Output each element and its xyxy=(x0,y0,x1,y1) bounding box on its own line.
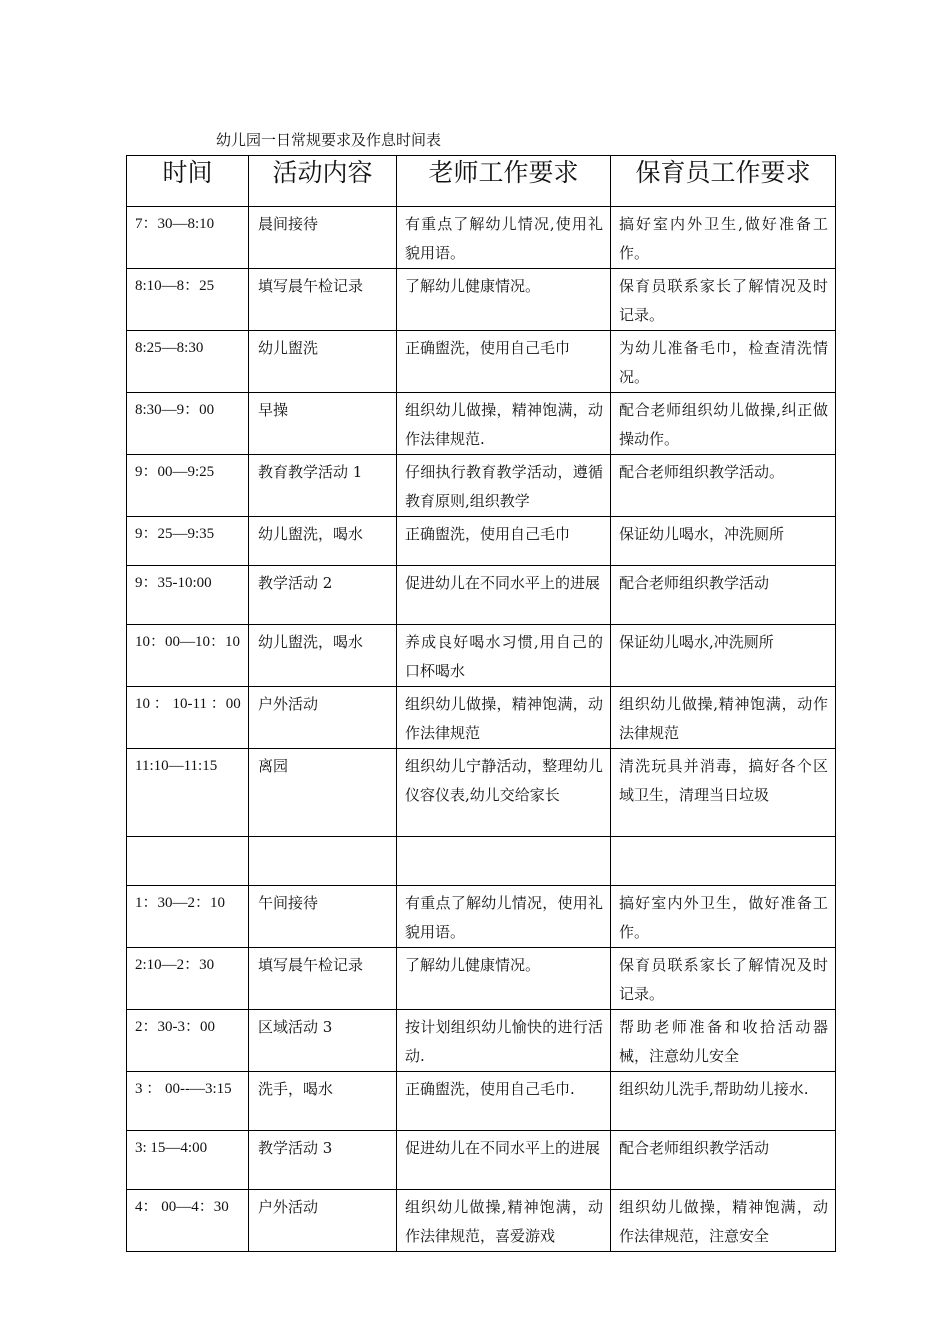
nurse-cell: 组织幼儿做操，精神饱满，动作法律规范，注意安全 xyxy=(611,1190,836,1252)
table-row xyxy=(127,393,836,455)
time-cell: 8:30—9：00 xyxy=(127,393,249,455)
header-activity: 活动内容 xyxy=(249,156,397,207)
nurse-cell: 搞好室内外卫生,做好准备工作。 xyxy=(611,207,836,269)
table-row-empty xyxy=(127,837,836,886)
activity-cell: 晨间接待 xyxy=(249,207,397,269)
nurse-cell: 保证幼儿喝水,冲洗厕所 xyxy=(611,625,836,687)
table-row xyxy=(127,1190,836,1252)
time-cell: 9：35-10:00 xyxy=(127,566,249,625)
nurse-cell: 配合老师组织教学活动 xyxy=(611,566,836,625)
time-cell: 10：00—10：10 xyxy=(127,625,249,687)
time-cell: 8:10—8：25 xyxy=(127,269,249,331)
nurse-cell: 保证幼儿喝水，冲洗厕所 xyxy=(611,517,836,566)
time-cell: 11:10—11:15 xyxy=(127,749,249,837)
table-row xyxy=(127,886,836,948)
teacher-cell: 组织幼儿做操,精神饱满，动作法律规范，喜爱游戏 xyxy=(397,1190,611,1252)
activity-cell xyxy=(249,837,397,886)
time-cell: 3 ： 00--—3:15 xyxy=(127,1072,249,1131)
table-row xyxy=(127,625,836,687)
header-teacher-requirements: 老师工作要求 xyxy=(397,156,611,207)
header-nurse-requirements: 保育员工作要求 xyxy=(611,156,836,207)
teacher-cell: 有重点了解幼儿情况，使用礼貌用语。 xyxy=(397,886,611,948)
activity-cell: 教学活动 3 xyxy=(249,1131,397,1190)
activity-cell: 填写晨午检记录 xyxy=(249,948,397,1010)
table-row xyxy=(127,749,836,837)
teacher-cell: 按计划组织幼儿愉快的进行活动. xyxy=(397,1010,611,1072)
time-cell: 10 ： 10-11 ：00 xyxy=(127,687,249,749)
nurse-cell: 帮助老师准备和收拾活动器械，注意幼儿安全 xyxy=(611,1010,836,1072)
teacher-cell: 了解幼儿健康情况。 xyxy=(397,269,611,331)
time-cell: 3: 15—4:00 xyxy=(127,1131,249,1190)
time-cell: 4： 00—4：30 xyxy=(127,1190,249,1252)
table-row xyxy=(127,517,836,566)
time-cell: 7：30—8:10 xyxy=(127,207,249,269)
nurse-cell: 清洗玩具并消毒，搞好各个区域卫生，清理当日垃圾 xyxy=(611,749,836,837)
schedule-table xyxy=(126,155,836,1252)
teacher-cell: 正确盥洗，使用自己毛巾 xyxy=(397,517,611,566)
activity-cell: 幼儿盥洗 xyxy=(249,331,397,393)
time-cell: 9：00—9:25 xyxy=(127,455,249,517)
teacher-cell: 仔细执行教育教学活动，遵循教育原则,组织教学 xyxy=(397,455,611,517)
document-title: 幼儿园一日常规要求及作息时间表 xyxy=(216,131,442,149)
nurse-cell: 组织幼儿洗手,帮助幼儿接水. xyxy=(611,1072,836,1131)
activity-cell: 填写晨午检记录 xyxy=(249,269,397,331)
activity-cell: 户外活动 xyxy=(249,687,397,749)
activity-cell: 离园 xyxy=(249,749,397,837)
table-row xyxy=(127,455,836,517)
teacher-cell: 有重点了解幼儿情况,使用礼貌用语。 xyxy=(397,207,611,269)
table-row xyxy=(127,1072,836,1131)
teacher-cell: 组织幼儿做操，精神饱满，动作法律规范. xyxy=(397,393,611,455)
nurse-cell: 搞好室内外卫生，做好准备工作。 xyxy=(611,886,836,948)
teacher-cell: 促进幼儿在不同水平上的进展 xyxy=(397,1131,611,1190)
activity-cell: 区域活动 3 xyxy=(249,1010,397,1072)
activity-cell: 午间接待 xyxy=(249,886,397,948)
table-row xyxy=(127,948,836,1010)
teacher-cell: 促进幼儿在不同水平上的进展 xyxy=(397,566,611,625)
table-row xyxy=(127,566,836,625)
teacher-cell: 正确盥洗，使用自己毛巾 xyxy=(397,331,611,393)
table-row xyxy=(127,207,836,269)
time-cell: 2:10—2：30 xyxy=(127,948,249,1010)
activity-cell: 教学活动 2 xyxy=(249,566,397,625)
nurse-cell: 配合老师组织教学活动。 xyxy=(611,455,836,517)
activity-cell: 户外活动 xyxy=(249,1190,397,1252)
teacher-cell: 养成良好喝水习惯,用自己的口杯喝水 xyxy=(397,625,611,687)
nurse-cell: 为幼儿准备毛巾，检查清洗情况。 xyxy=(611,331,836,393)
activity-cell: 洗手，喝水 xyxy=(249,1072,397,1131)
table-row xyxy=(127,687,836,749)
nurse-cell: 组织幼儿做操,精神饱满，动作法律规范 xyxy=(611,687,836,749)
teacher-cell: 正确盥洗，使用自己毛巾. xyxy=(397,1072,611,1131)
teacher-cell: 组织幼儿宁静活动，整理幼儿仪容仪表,幼儿交给家长 xyxy=(397,749,611,837)
activity-cell: 早操 xyxy=(249,393,397,455)
table-row xyxy=(127,1010,836,1072)
activity-cell: 教育教学活动 1 xyxy=(249,455,397,517)
time-cell: 8:25—8:30 xyxy=(127,331,249,393)
nurse-cell: 保育员联系家长了解情况及时记录。 xyxy=(611,948,836,1010)
nurse-cell: 配合老师组织教学活动 xyxy=(611,1131,836,1190)
time-cell xyxy=(127,837,249,886)
activity-cell: 幼儿盥洗，喝水 xyxy=(249,517,397,566)
teacher-cell: 组织幼儿做操，精神饱满，动作法律规范 xyxy=(397,687,611,749)
nurse-cell: 保育员联系家长了解情况及时记录。 xyxy=(611,269,836,331)
teacher-cell xyxy=(397,837,611,886)
table-row xyxy=(127,331,836,393)
teacher-cell: 了解幼儿健康情况。 xyxy=(397,948,611,1010)
nurse-cell: 配合老师组织幼儿做操,纠正做操动作。 xyxy=(611,393,836,455)
header-time: 时间 xyxy=(127,156,249,207)
table-row xyxy=(127,1131,836,1190)
table-row xyxy=(127,269,836,331)
time-cell: 9：25—9:35 xyxy=(127,517,249,566)
activity-cell: 幼儿盥洗，喝水 xyxy=(249,625,397,687)
time-cell: 1：30—2：10 xyxy=(127,886,249,948)
header-row xyxy=(127,156,836,207)
nurse-cell xyxy=(611,837,836,886)
time-cell: 2：30-3：00 xyxy=(127,1010,249,1072)
